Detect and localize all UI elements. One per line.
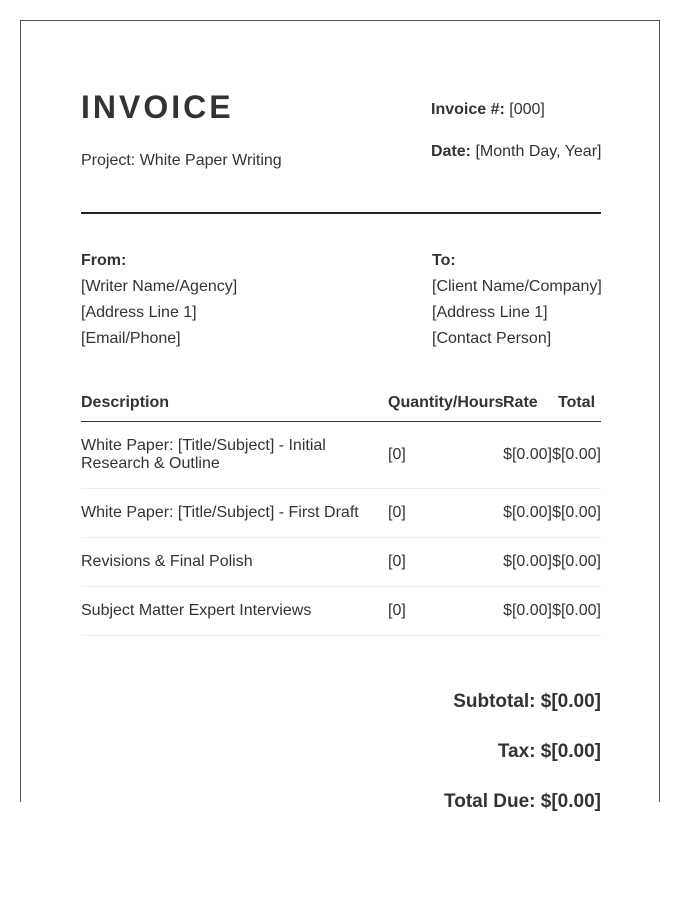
from-heading: From:: [81, 252, 127, 269]
item-quantity: [0]: [388, 489, 503, 538]
invoice-number: [431, 101, 611, 119]
table-header-row: [81, 386, 601, 422]
item-quantity: [0]: [388, 538, 503, 587]
invoice-header: [81, 21, 601, 214]
header-description: Description: [81, 386, 388, 422]
tax-line: Tax: $[0.00]: [497, 741, 601, 762]
to-block: [432, 248, 602, 352]
invoice-content: [81, 21, 602, 812]
parties-section: [81, 214, 601, 394]
invoice-date-label: Date:: [431, 143, 472, 160]
to-line: [Contact Person]: [432, 330, 552, 347]
total-due-line: Total Due: $[0.00]: [444, 791, 601, 812]
header-quantity: Quantity/Hours: [388, 386, 503, 422]
line-items-table: [81, 386, 601, 636]
item-quantity: [0]: [388, 587, 503, 636]
table-row: [81, 422, 601, 489]
item-description: White Paper: [Title/Subject] - Initial Research & Outline: [81, 422, 388, 489]
table-row: [81, 489, 601, 538]
invoice-number-value: [000]: [509, 101, 545, 118]
project-line: Project: White Paper Writing: [81, 152, 282, 169]
from-line: [Writer Name/Agency]: [81, 278, 238, 295]
item-total: $[0.00]: [552, 489, 601, 538]
invoice-date-value: [Month Day, Year]: [475, 143, 602, 160]
table-row: [81, 587, 601, 636]
item-rate: $[0.00]: [503, 422, 552, 489]
to-line: [Address Line 1]: [432, 304, 548, 321]
invoice-number-label: Invoice #:: [431, 101, 505, 118]
from-line: [Address Line 1]: [81, 304, 197, 321]
item-description: Subject Matter Expert Interviews: [81, 587, 388, 636]
item-quantity: [0]: [388, 422, 503, 489]
item-rate: $[0.00]: [503, 538, 552, 587]
item-description: White Paper: [Title/Subject] - First Draft: [81, 489, 388, 538]
invoice-page: [20, 20, 660, 812]
from-line: [Email/Phone]: [81, 330, 181, 347]
invoice-date: [431, 143, 611, 161]
item-description: Revisions & Final Polish: [81, 538, 388, 587]
from-block: [81, 248, 237, 352]
item-total: $[0.00]: [552, 422, 601, 489]
invoice-title: INVOICE: [81, 89, 234, 125]
item-total: $[0.00]: [552, 538, 601, 587]
item-rate: $[0.00]: [503, 587, 552, 636]
header-rate: Rate: [503, 386, 552, 422]
subtotal-line: Subtotal: $[0.00]: [453, 691, 601, 712]
to-line: [Client Name/Company]: [432, 278, 602, 295]
table-row: [81, 538, 601, 587]
item-rate: $[0.00]: [503, 489, 552, 538]
item-total: $[0.00]: [552, 587, 601, 636]
header-total: Total: [552, 386, 601, 422]
to-heading: To:: [432, 252, 456, 269]
